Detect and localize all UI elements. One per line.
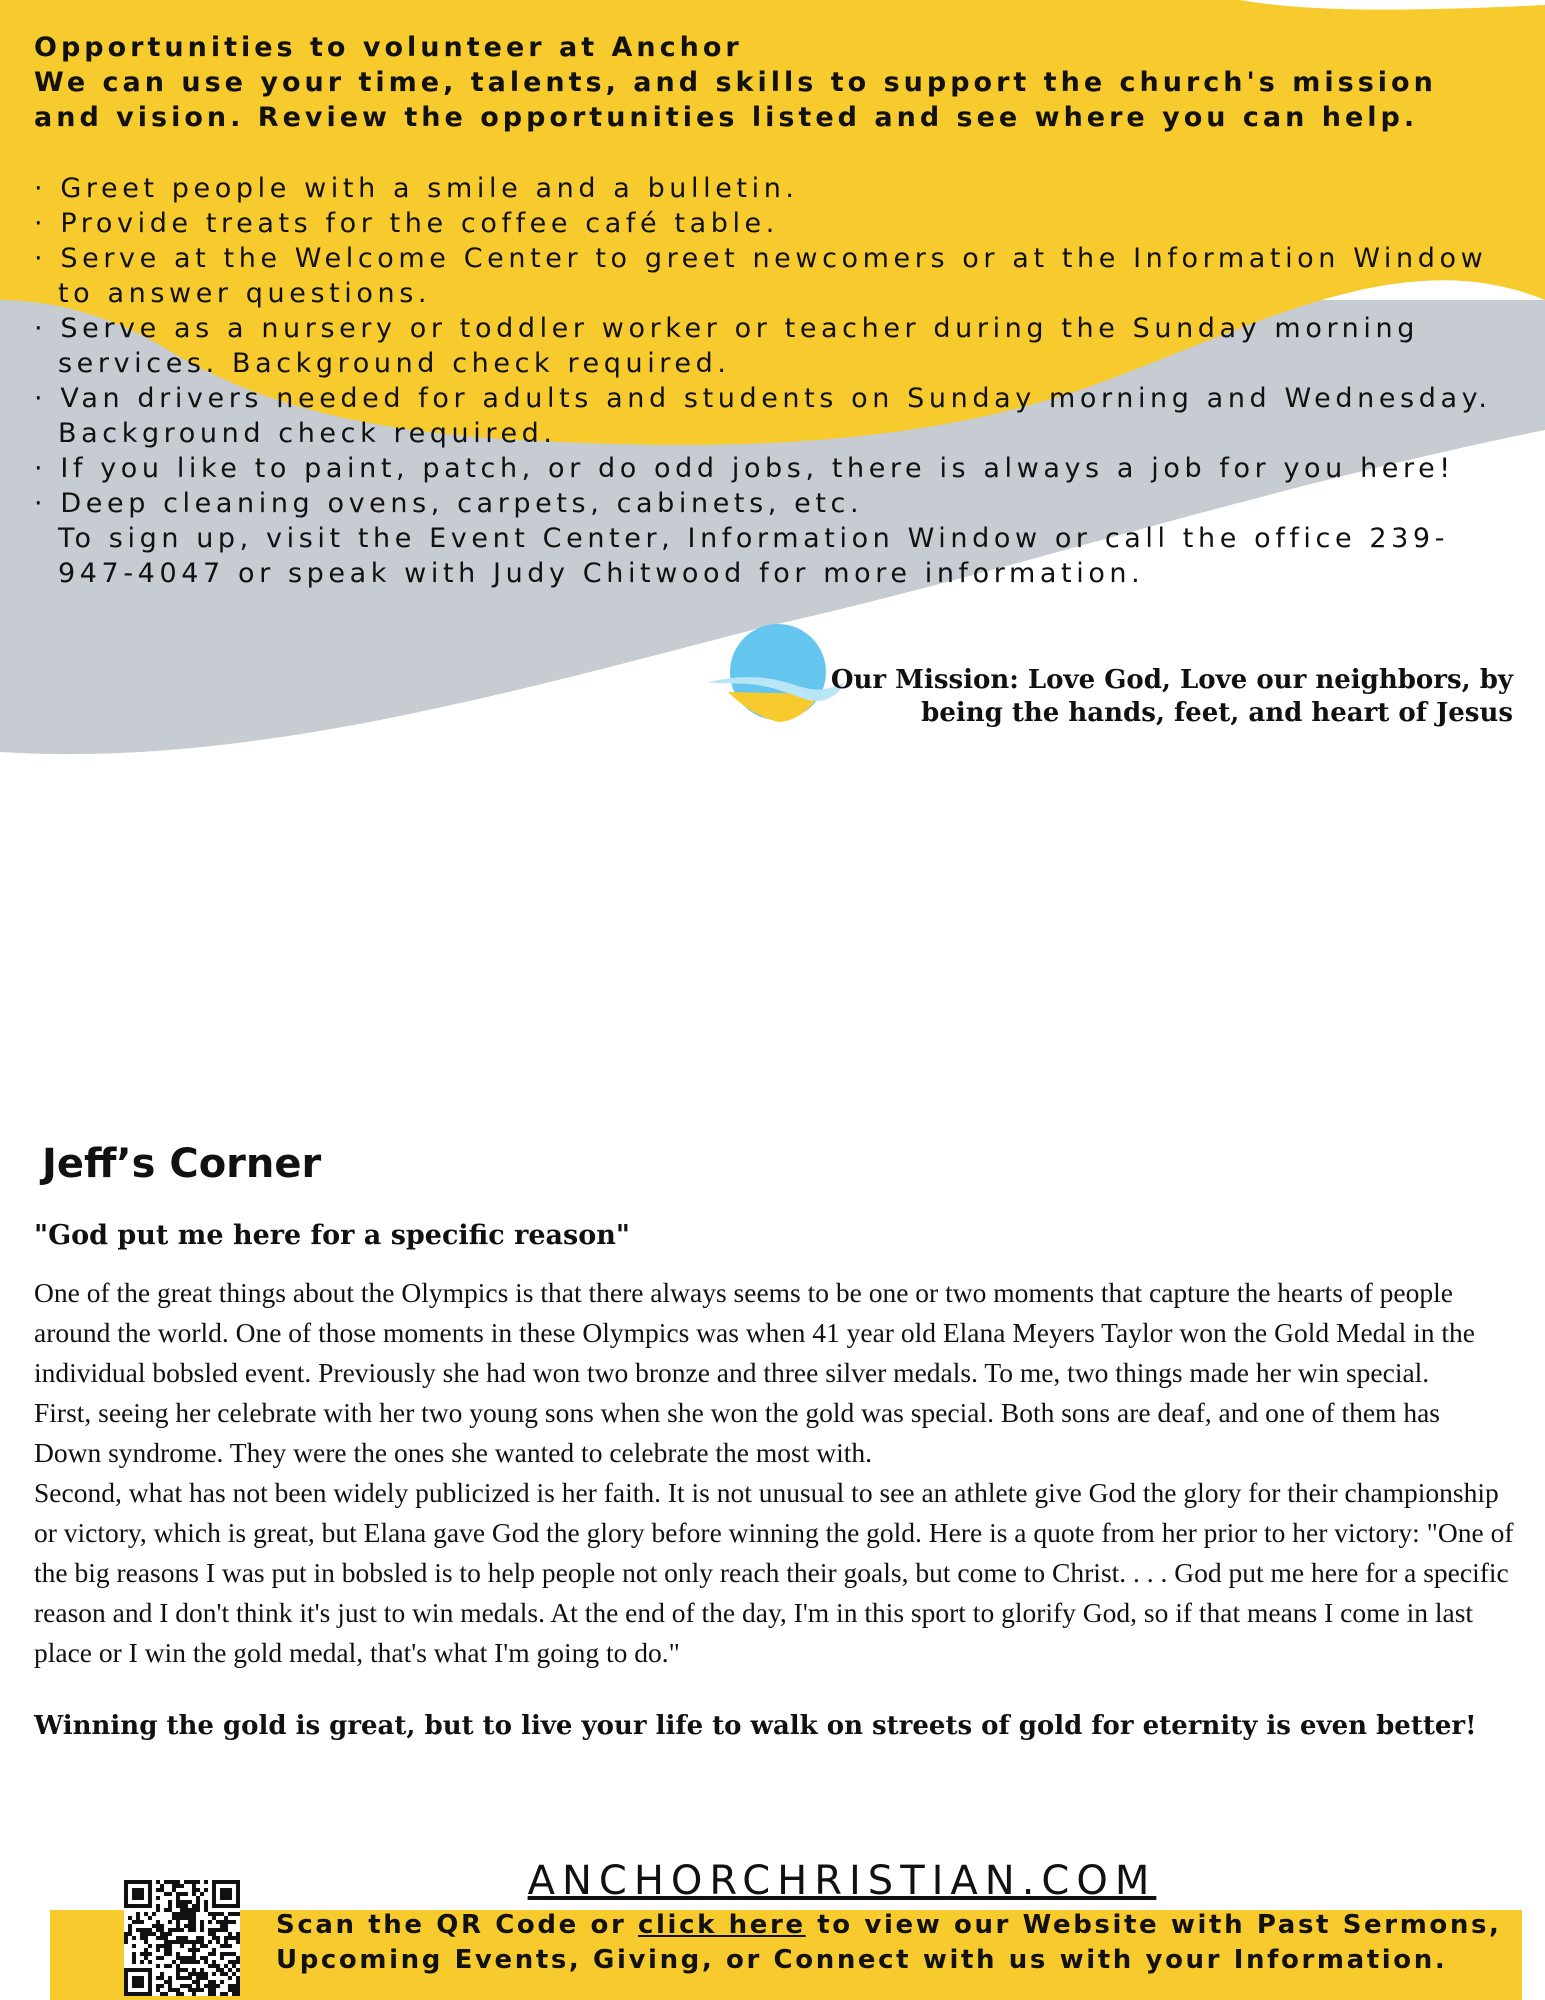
volunteer-section — [34, 30, 1514, 591]
volunteer-item: · Provide treats for the coffee café table. — [34, 206, 1514, 241]
mission-statement: Our Mission: Love God, Love our neighbors, by being the hands, feet, and heart of Jesus — [830, 665, 1513, 728]
footer-text-after: to view our Website with Past Sermons, Upcoming Events, Giving, or Connect with us with your Information. — [276, 1910, 1502, 1975]
volunteer-item: · Van drivers needed for adults and students on Sunday morning and Wednesday. Background check required. — [34, 381, 1514, 451]
click-here-link[interactable]: click here — [638, 1910, 806, 1940]
volunteer-item: · If you like to paint, patch, or do odd jobs, there is always a job for you here! — [34, 451, 1514, 486]
corner-title: Jeff’s Corner — [42, 1141, 322, 1187]
corner-closing: Winning the gold is great, but to live your life to walk on streets of gold for eternity is even better! — [34, 1711, 1477, 1741]
corner-quote: "God put me here for a specific reason" — [34, 1220, 630, 1251]
volunteer-item: · Serve at the Welcome Center to greet newcomers or at the Information Window to answer questions. — [34, 241, 1514, 311]
corner-paragraph: Second, what has not been widely publicized is her faith. It is not unusual to see an athlete give God the glory for their championship or victory, which is great, but Elana gave God the glory before winning the gold. Here is a quote from her prior to her victory: "One of the big reasons I was put in bobsled is to help people not only reach their goals, but come to Christ. . . . God put me here for a specific reason and I don't think it's just to win medals. At the end of the day, I'm in this sport to glorify God, so if that means I come in last place or I win the gold medal, that's what I'm going to do." — [34, 1477, 1514, 1668]
corner-paragraph: First, seeing her celebrate with her two young sons when she won the gold was special. Both sons are deaf, and one of them has Down syndrome. They were the ones she wanted to celebrate the most with. — [34, 1397, 1440, 1468]
jeffs-corner-section — [34, 1134, 1514, 1741]
footer-text-before: Scan the QR Code or — [276, 1910, 639, 1940]
volunteer-item: · Greet people with a smile and a bulletin. — [34, 171, 1514, 206]
volunteer-title: Opportunities to volunteer at Anchor — [34, 32, 743, 63]
volunteer-item: · Serve as a nursery or toddler worker or teacher during the Sunday morning services. Background check required. — [34, 311, 1514, 381]
footer-text — [276, 1908, 1516, 1978]
corner-paragraph: One of the great things about the Olympics is that there always seems to be one or two moments that capture the hearts of people around the world. One of those moments in these Olympics was when 41 year old Elana Meyers Taylor won the Gold Medal in the individual bobsled event. Previously she had won two bronze and three silver medals. To me, two things made her win special. — [34, 1277, 1475, 1388]
volunteer-list — [34, 171, 1514, 521]
volunteer-item: · Deep cleaning ovens, carpets, cabinets, etc. — [34, 486, 1514, 521]
volunteer-intro: We can use your time, talents, and skills to support the church's mission and vision. Review the opportunities listed and see where you can help. — [34, 67, 1437, 133]
corner-body — [34, 1273, 1514, 1673]
volunteer-signup: To sign up, visit the Event Center, Information Window or call the office 239-947-4047 or speak with Judy Chitwood for more information. — [58, 523, 1450, 589]
website-link[interactable]: ANCHORCHRISTIAN.COM — [527, 1858, 1157, 1904]
qr-code-icon[interactable] — [124, 1880, 240, 1996]
